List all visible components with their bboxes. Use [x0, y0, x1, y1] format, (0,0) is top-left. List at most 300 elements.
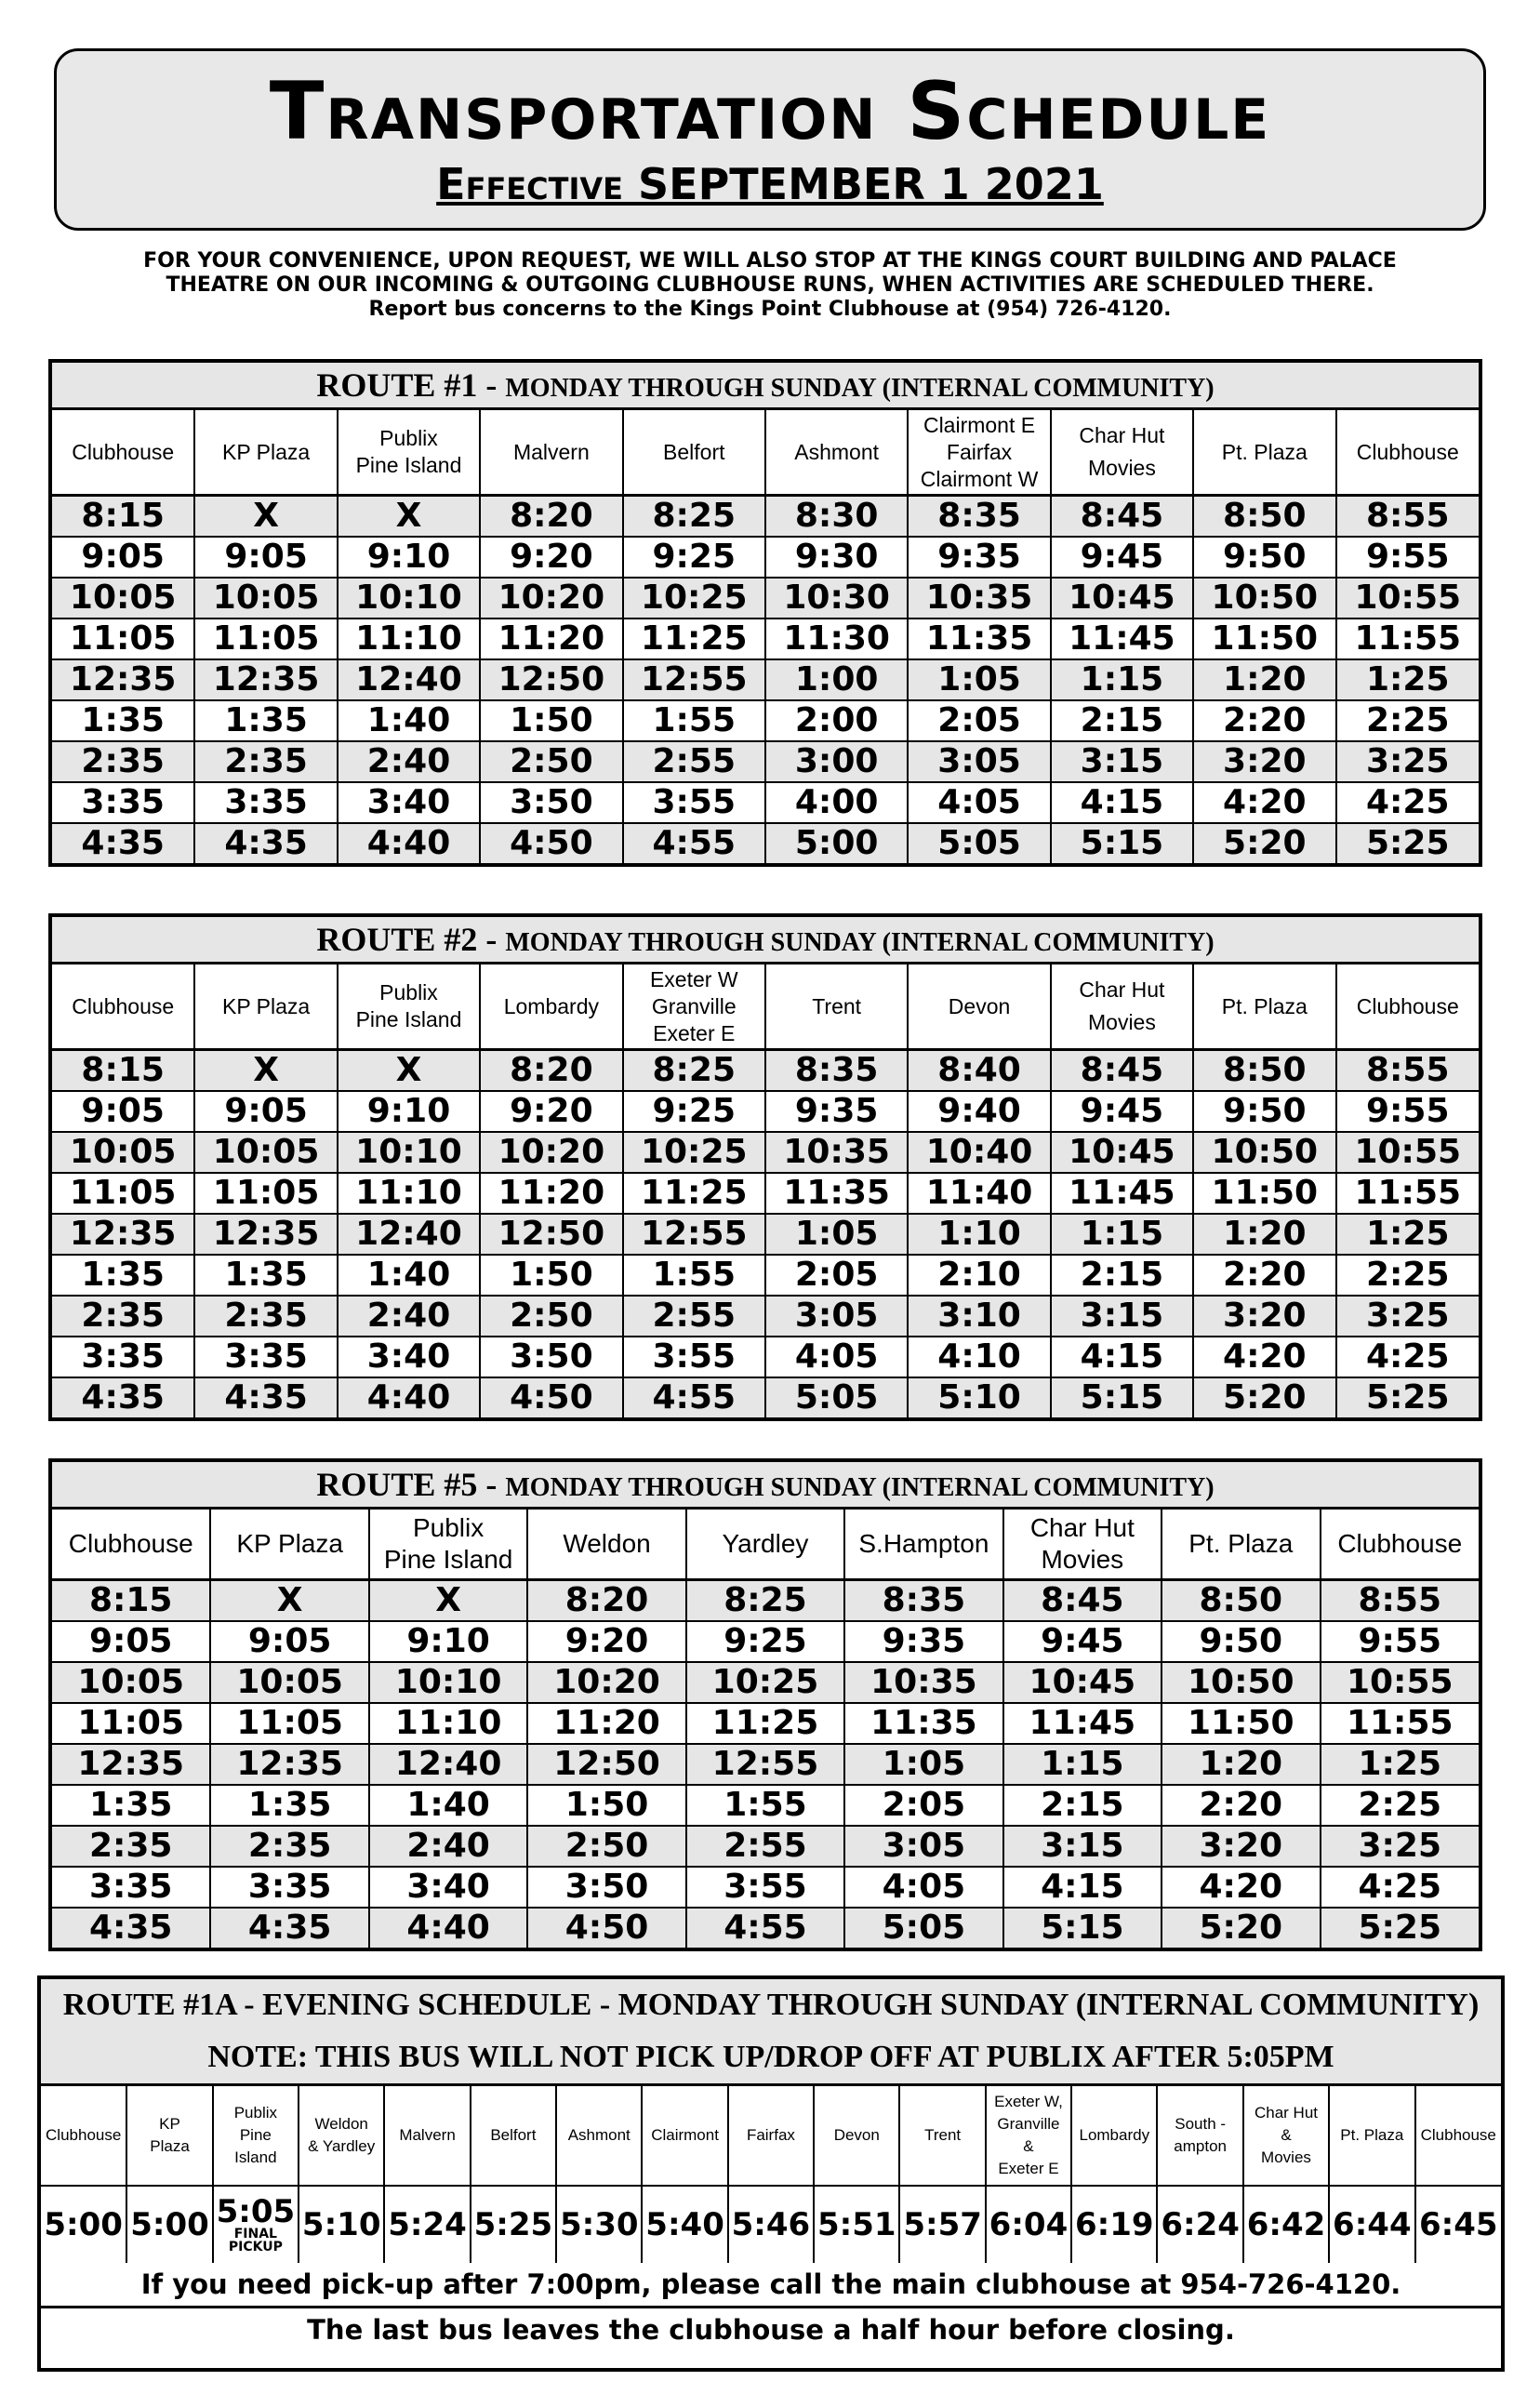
- stop-name-line: Pt. Plaza: [1221, 993, 1308, 1018]
- time-cell: 4:10: [908, 1337, 1050, 1377]
- time-cell: 12:35: [52, 659, 194, 700]
- time-cell: 9:35: [844, 1621, 1002, 1662]
- time-cell: 5:05: [908, 823, 1050, 863]
- time-cell: 11:30: [765, 619, 908, 659]
- stop-header: [338, 964, 480, 1050]
- route-1a-grid: [41, 2086, 1501, 2263]
- time-cell: 10:20: [480, 578, 622, 619]
- time-cell: X: [369, 1580, 527, 1622]
- stop-header: [194, 964, 337, 1050]
- time-cell: 2:15: [1003, 1785, 1162, 1826]
- time-cell: 3:55: [686, 1867, 844, 1908]
- time-cell: 9:25: [623, 537, 765, 578]
- stop-name-line: Pine Island: [355, 1007, 462, 1031]
- time-cell: 12:50: [527, 1744, 685, 1785]
- time-cell: 12:50: [480, 1214, 622, 1255]
- time-cell: 8:45: [1051, 1050, 1193, 1092]
- time-value: 6:44: [1333, 2206, 1412, 2243]
- schedule-grid: [52, 964, 1479, 1417]
- time-value: 5:46: [731, 2206, 811, 2243]
- time-cell: 3:15: [1051, 741, 1193, 782]
- time-cell: 11:45: [1003, 1703, 1162, 1744]
- time-cell: 11:20: [480, 1173, 622, 1214]
- stop-name-line: Publix: [412, 1513, 485, 1542]
- time-cell: 5:20: [1162, 1908, 1320, 1948]
- time-cell: [41, 2186, 126, 2263]
- time-cell: 12:55: [686, 1744, 844, 1785]
- stop-name-line: Exeter W: [649, 966, 738, 991]
- stop-name-line: Granville: [997, 2115, 1060, 2133]
- time-cell: 8:25: [623, 1050, 765, 1092]
- time-cell: 4:00: [765, 782, 908, 823]
- time-value: 6:42: [1246, 2206, 1326, 2243]
- time-cell: 11:35: [844, 1703, 1002, 1744]
- time-cell: 8:15: [52, 1050, 194, 1092]
- time-cell: 8:30: [765, 496, 908, 538]
- time-row: [52, 782, 1479, 823]
- time-cell: 1:25: [1336, 659, 1479, 700]
- time-cell: [1157, 2186, 1242, 2263]
- time-row: [52, 1173, 1479, 1214]
- time-cell: 12:40: [338, 659, 480, 700]
- time-cell: [384, 2186, 470, 2263]
- time-cell: 9:50: [1193, 537, 1335, 578]
- time-cell: 8:35: [844, 1580, 1002, 1622]
- time-cell: 11:40: [908, 1173, 1050, 1214]
- time-cell: 5:20: [1193, 823, 1335, 863]
- time-cell: 3:50: [480, 782, 622, 823]
- time-cell: 10:50: [1193, 578, 1335, 619]
- stop-header: [986, 2086, 1071, 2186]
- time-cell: 11:10: [369, 1703, 527, 1744]
- stop-name-line: Ashmont: [794, 439, 880, 464]
- time-cell: [642, 2186, 727, 2263]
- time-cell: 3:10: [908, 1296, 1050, 1337]
- time-cell: 11:25: [623, 1173, 765, 1214]
- stop-name-line: Publix: [379, 426, 438, 450]
- time-cell: X: [338, 1050, 480, 1092]
- time-row: [52, 1296, 1479, 1337]
- time-cell: 2:50: [527, 1826, 685, 1867]
- route-title: [52, 917, 1479, 964]
- stop-header: [471, 2086, 556, 2186]
- time-cell: 8:55: [1336, 1050, 1479, 1092]
- time-cell: 1:25: [1336, 1214, 1479, 1255]
- time-cell: 12:40: [338, 1214, 480, 1255]
- time-cell: 12:35: [194, 1214, 337, 1255]
- time-cell: 11:05: [52, 619, 194, 659]
- time-cell: 3:20: [1162, 1826, 1320, 1867]
- stop-header: [41, 2086, 126, 2186]
- time-cell: 10:05: [52, 578, 194, 619]
- time-cell: 9:50: [1162, 1621, 1320, 1662]
- stop-name-line: Trent: [924, 2126, 962, 2144]
- time-row: [52, 1744, 1479, 1785]
- stop-name-line: Belfort: [663, 439, 725, 464]
- stop-header: [728, 2086, 814, 2186]
- time-cell: X: [194, 496, 337, 538]
- stop-header: [1193, 410, 1335, 496]
- time-cell: 9:25: [686, 1621, 844, 1662]
- time-cell: 3:35: [194, 1337, 337, 1377]
- time-cell: 2:35: [194, 741, 337, 782]
- time-cell: 11:55: [1336, 619, 1479, 659]
- time-row: [52, 1662, 1479, 1703]
- time-cell: 10:20: [527, 1662, 685, 1703]
- time-cell: 9:25: [623, 1091, 765, 1132]
- time-cell: 11:55: [1336, 1173, 1479, 1214]
- time-cell: 1:40: [369, 1785, 527, 1826]
- stop-header: [480, 964, 622, 1050]
- time-cell: 2:10: [908, 1255, 1050, 1296]
- stop-header: [384, 2086, 470, 2186]
- time-value: 5:30: [559, 2206, 639, 2243]
- time-row: [52, 1580, 1479, 1622]
- stop-header: [1321, 1510, 1480, 1580]
- time-cell: 9:55: [1336, 1091, 1479, 1132]
- time-cell: 3:40: [338, 1337, 480, 1377]
- stop-name-line: Exeter E: [998, 2160, 1059, 2177]
- stop-header: [52, 410, 194, 496]
- time-cell: [1329, 2186, 1414, 2263]
- time-cell: 4:40: [338, 823, 480, 863]
- stop-header: [52, 964, 194, 1050]
- stop-header: [1162, 1510, 1320, 1580]
- time-cell: 10:05: [52, 1132, 194, 1173]
- stop-header: [1193, 964, 1335, 1050]
- stop-name-line: Weldon: [563, 1529, 651, 1558]
- time-cell: [899, 2186, 985, 2263]
- time-row: [52, 700, 1479, 741]
- time-cell: X: [210, 1580, 368, 1622]
- time-cell: 2:20: [1162, 1785, 1320, 1826]
- stop-name-line: &: [1023, 2137, 1034, 2155]
- time-row: [52, 1132, 1479, 1173]
- time-cell: 1:05: [908, 659, 1050, 700]
- time-row: [52, 1255, 1479, 1296]
- stop-name-line: Pine Island: [355, 453, 462, 477]
- time-cell: 8:15: [52, 496, 194, 538]
- time-cell: 2:40: [369, 1826, 527, 1867]
- stop-name-line: Char Hut: [1254, 2104, 1318, 2122]
- stop-name-line: Movies: [1261, 2148, 1311, 2166]
- time-cell: 9:10: [338, 1091, 480, 1132]
- time-cell: 2:15: [1051, 1255, 1193, 1296]
- stop-name-line: Pt. Plaza: [1188, 1529, 1294, 1558]
- time-value: 5:05: [216, 2193, 296, 2230]
- time-cell: 3:40: [369, 1867, 527, 1908]
- time-cell: [728, 2186, 814, 2263]
- time-cell: 3:35: [52, 1337, 194, 1377]
- time-cell: 8:35: [765, 1050, 908, 1092]
- time-cell: 4:35: [52, 823, 194, 863]
- stop-name-line: Lombardy: [1079, 2126, 1150, 2144]
- time-cell: 8:20: [480, 1050, 622, 1092]
- time-cell: 9:05: [52, 1091, 194, 1132]
- time-cell: 2:35: [194, 1296, 337, 1337]
- time-cell: 1:50: [527, 1785, 685, 1826]
- time-cell: 1:05: [765, 1214, 908, 1255]
- time-cell: 10:50: [1162, 1662, 1320, 1703]
- time-cell: 10:25: [686, 1662, 844, 1703]
- time-row: [52, 496, 1479, 538]
- time-cell: 9:45: [1051, 537, 1193, 578]
- time-cell: 11:25: [623, 619, 765, 659]
- route-days: MONDAY THROUGH SUNDAY (INTERNAL COMMUNITY): [505, 374, 1215, 403]
- time-cell: 1:35: [210, 1785, 368, 1826]
- time-cell: 4:25: [1336, 782, 1479, 823]
- time-cell: 11:05: [194, 1173, 337, 1214]
- time-cell: 9:10: [338, 537, 480, 578]
- stop-header: [213, 2086, 299, 2186]
- stop-name-line: Clairmont: [651, 2126, 719, 2144]
- stop-name-line: Clubhouse: [68, 1529, 193, 1558]
- time-cell: 9:55: [1321, 1621, 1480, 1662]
- time-cell: 2:50: [480, 741, 622, 782]
- time-cell: 10:55: [1336, 578, 1479, 619]
- stop-name-line: Clubhouse: [1420, 2126, 1496, 2144]
- stop-name-line: KP: [159, 2115, 180, 2133]
- time-row: [52, 1337, 1479, 1377]
- time-cell: 10:05: [194, 578, 337, 619]
- notice-line: Report bus concerns to the Kings Point Clubhouse at (954) 726-4120.: [368, 298, 1172, 321]
- time-cell: 11:35: [765, 1173, 908, 1214]
- notice: [74, 249, 1466, 322]
- time-cell: 3:15: [1051, 1296, 1193, 1337]
- time-cell: 10:40: [908, 1132, 1050, 1173]
- stop-name-line: Char Hut: [1079, 423, 1165, 447]
- time-cell: 4:15: [1051, 1337, 1193, 1377]
- stop-name-line: Belfort: [490, 2126, 537, 2144]
- stop-header: [1003, 1510, 1162, 1580]
- route-number: ROUTE #2 -: [316, 921, 506, 958]
- time-cell: 9:40: [908, 1091, 1050, 1132]
- time-cell: 2:25: [1321, 1785, 1480, 1826]
- stop-name-line: Island: [234, 2148, 277, 2166]
- time-cell: 9:10: [369, 1621, 527, 1662]
- time-cell: 3:05: [908, 741, 1050, 782]
- time-cell: 4:50: [527, 1908, 685, 1948]
- time-cell: 1:20: [1193, 659, 1335, 700]
- time-row: [52, 823, 1479, 863]
- page-title: Transportation Schedule: [269, 65, 1271, 158]
- time-cell: 3:50: [480, 1337, 622, 1377]
- time-row: [52, 578, 1479, 619]
- time-cell: 4:35: [210, 1908, 368, 1948]
- time-row: [41, 2186, 1501, 2263]
- stop-name-line: Movies: [1088, 1010, 1156, 1034]
- stop-name-line: Publix: [233, 2104, 278, 2122]
- time-cell: 9:55: [1336, 537, 1479, 578]
- stop-header: [299, 2086, 384, 2186]
- stop-name-line: KP Plaza: [236, 1529, 343, 1558]
- route-days: MONDAY THROUGH SUNDAY (INTERNAL COMMUNITY): [505, 928, 1215, 957]
- time-cell: 11:50: [1193, 1173, 1335, 1214]
- time-cell: 3:40: [338, 782, 480, 823]
- time-cell: 10:20: [480, 1132, 622, 1173]
- time-cell: [213, 2186, 299, 2263]
- time-cell: 9:45: [1051, 1091, 1193, 1132]
- time-value: 6:04: [989, 2206, 1069, 2243]
- stop-header: [844, 1510, 1002, 1580]
- time-cell: 12:35: [52, 1744, 210, 1785]
- time-cell: 1:15: [1051, 1214, 1193, 1255]
- time-cell: [1071, 2186, 1157, 2263]
- time-cell: 2:05: [844, 1785, 1002, 1826]
- time-cell: 4:05: [908, 782, 1050, 823]
- stop-header: [1336, 964, 1479, 1050]
- time-row: [52, 619, 1479, 659]
- time-cell: 8:25: [686, 1580, 844, 1622]
- time-cell: 11:10: [338, 619, 480, 659]
- time-cell: 1:20: [1193, 1214, 1335, 1255]
- stop-name-line: ampton: [1174, 2137, 1227, 2155]
- time-row: [52, 1377, 1479, 1417]
- stop-header: [556, 2086, 642, 2186]
- time-cell: 1:05: [844, 1744, 1002, 1785]
- time-cell: 4:25: [1321, 1867, 1480, 1908]
- stop-header: [369, 1510, 527, 1580]
- time-cell: 11:05: [52, 1173, 194, 1214]
- time-cell: 5:25: [1321, 1908, 1480, 1948]
- stop-header: [686, 1510, 844, 1580]
- schedule-grid: [52, 410, 1479, 863]
- time-cell: 4:50: [480, 1377, 622, 1417]
- time-cell: 5:25: [1336, 823, 1479, 863]
- stop-name-line: Clubhouse: [72, 993, 175, 1018]
- time-cell: [126, 2186, 212, 2263]
- time-cell: 2:40: [338, 1296, 480, 1337]
- stop-name-line: Yardley: [722, 1529, 809, 1558]
- time-cell: 1:50: [480, 700, 622, 741]
- time-cell: 3:50: [527, 1867, 685, 1908]
- time-value: 6:19: [1075, 2206, 1154, 2243]
- time-cell: 11:55: [1321, 1703, 1480, 1744]
- time-cell: 1:35: [194, 1255, 337, 1296]
- time-cell: 11:05: [210, 1703, 368, 1744]
- time-cell: 1:40: [338, 700, 480, 741]
- stop-header: [1336, 410, 1479, 496]
- route-1a-note: NOTE: THIS BUS WILL NOT PICK UP/DROP OFF AT PUBLIX AFTER 5:05PM: [41, 2031, 1501, 2086]
- time-cell: 4:55: [686, 1908, 844, 1948]
- time-cell: 2:55: [623, 1296, 765, 1337]
- time-value: 5:00: [130, 2206, 209, 2243]
- time-cell: 10:05: [210, 1662, 368, 1703]
- stop-name-line: Publix: [379, 980, 438, 1004]
- time-cell: 1:10: [908, 1214, 1050, 1255]
- time-cell: 3:20: [1193, 741, 1335, 782]
- time-cell: 10:55: [1336, 1132, 1479, 1173]
- stop-header: [623, 964, 765, 1050]
- time-cell: 3:35: [194, 782, 337, 823]
- time-row: [52, 537, 1479, 578]
- time-cell: X: [194, 1050, 337, 1092]
- time-cell: 8:45: [1003, 1580, 1162, 1622]
- stop-name-line: Fairfax: [946, 439, 1013, 464]
- time-cell: 10:25: [623, 1132, 765, 1173]
- time-cell: 4:55: [623, 1377, 765, 1417]
- time-cell: 3:00: [765, 741, 908, 782]
- stop-header: [1051, 410, 1193, 496]
- schedule-grid: [52, 1510, 1479, 1948]
- route-title: [52, 1462, 1479, 1510]
- time-cell: 4:15: [1051, 782, 1193, 823]
- stop-name-line: Char Hut: [1029, 1513, 1135, 1542]
- time-cell: 2:35: [52, 1296, 194, 1337]
- time-cell: 11:50: [1193, 619, 1335, 659]
- time-cell: 10:05: [52, 1662, 210, 1703]
- stop-header: [623, 410, 765, 496]
- time-cell: 9:05: [194, 1091, 337, 1132]
- stop-header-row: [41, 2086, 1501, 2186]
- notice-line: THEATRE ON OUR INCOMING & OUTGOING CLUBHOUSE RUNS, WHEN ACTIVITIES ARE SCHEDULED THERE.: [166, 273, 1374, 297]
- time-cell: 8:20: [480, 496, 622, 538]
- time-cell: 1:20: [1162, 1744, 1320, 1785]
- time-cell: 2:35: [52, 741, 194, 782]
- time-cell: 12:55: [623, 659, 765, 700]
- time-cell: 1:00: [765, 659, 908, 700]
- time-cell: 9:30: [765, 537, 908, 578]
- time-cell: 9:20: [480, 1091, 622, 1132]
- time-value: 6:24: [1161, 2206, 1240, 2243]
- stop-header: [1071, 2086, 1157, 2186]
- stop-name-line: Clubhouse: [1356, 993, 1459, 1018]
- time-cell: 2:50: [480, 1296, 622, 1337]
- time-cell: 8:50: [1193, 496, 1335, 538]
- time-cell: 11:05: [194, 619, 337, 659]
- stop-header-row: [52, 964, 1479, 1050]
- time-cell: 1:55: [623, 700, 765, 741]
- stop-header: [765, 964, 908, 1050]
- stop-name-line: Devon: [833, 2126, 880, 2144]
- time-cell: 4:35: [194, 1377, 337, 1417]
- time-cell: 5:10: [908, 1377, 1050, 1417]
- stop-name-line: Clairmont W: [920, 466, 1039, 491]
- time-cell: 4:40: [338, 1377, 480, 1417]
- time-cell: 10:10: [369, 1662, 527, 1703]
- time-row: [52, 1621, 1479, 1662]
- time-cell: 10:10: [338, 1132, 480, 1173]
- stop-name-line: Granville: [651, 993, 737, 1018]
- time-cell: 5:15: [1051, 823, 1193, 863]
- stop-name-line: Exeter E: [653, 1020, 736, 1045]
- time-cell: 12:35: [210, 1744, 368, 1785]
- stop-header: [765, 410, 908, 496]
- route-5-table: [48, 1458, 1482, 1951]
- time-cell: 2:25: [1336, 1255, 1479, 1296]
- time-cell: 11:20: [480, 619, 622, 659]
- time-cell: 2:15: [1051, 700, 1193, 741]
- time-cell: 4:40: [369, 1908, 527, 1948]
- time-cell: 9:50: [1193, 1091, 1335, 1132]
- time-cell: 11:45: [1051, 1173, 1193, 1214]
- notice-line: FOR YOUR CONVENIENCE, UPON REQUEST, WE WILL ALSO STOP AT THE KINGS COURT BUILDING AND PALACE: [143, 249, 1397, 273]
- time-cell: 3:55: [623, 1337, 765, 1377]
- stop-name-line: Devon: [948, 993, 1011, 1018]
- time-cell: 9:35: [765, 1091, 908, 1132]
- stop-name-line: Fairfax: [746, 2126, 795, 2144]
- time-cell: 4:20: [1193, 1337, 1335, 1377]
- time-cell: 3:35: [52, 782, 194, 823]
- time-cell: 5:05: [844, 1908, 1002, 1948]
- time-cell: 8:55: [1321, 1580, 1480, 1622]
- time-cell: 10:35: [765, 1132, 908, 1173]
- time-cell: 1:40: [338, 1255, 480, 1296]
- stop-header: [1051, 964, 1193, 1050]
- time-cell: 10:30: [765, 578, 908, 619]
- time-value: 5:24: [388, 2206, 467, 2243]
- time-cell: 4:35: [52, 1908, 210, 1948]
